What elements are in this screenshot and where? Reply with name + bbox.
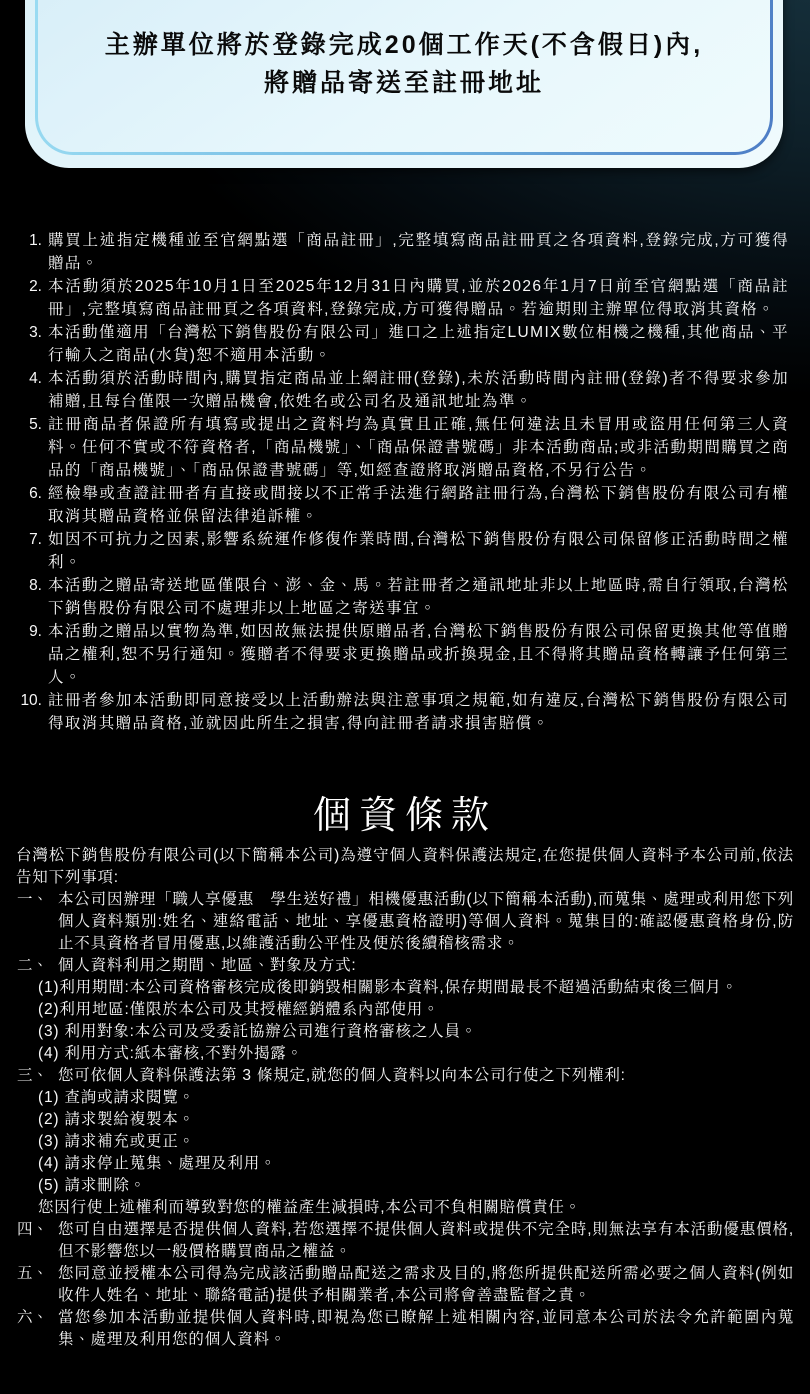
term-item xyxy=(0,229,789,275)
section-text: 您同意並授權本公司得為完成該活動贈品配送之需求及目的,將您所提供配送所需必要之個人資料(例如收件人姓名、地址、聯絡電話)提供予相關業者,本公司將會善盡監督之責。 xyxy=(58,1265,794,1304)
sub-item: (2) 請求製給複製本。 xyxy=(38,1111,195,1128)
section-text: 您可自由選擇是否提供個人資料,若您選擇不提供個人資料或提供不完全時,則無法享有本活動優惠價格,但不影響您以一般價格購買商品之權益。 xyxy=(58,1221,794,1260)
term-text: 本活動僅適用「台灣松下銷售股份有限公司」進口之上述指定LUMIX數位相機之機種,其他商品、平行輸入之商品(水貨)恕不適用本活動。 xyxy=(48,324,789,364)
term-number: 1. xyxy=(29,232,42,249)
term-item xyxy=(0,689,789,735)
term-text: 本活動之贈品寄送地區僅限台、澎、金、馬。若註冊者之通訊地址非以上地區時,需自行領取,台灣松下銷售股份有限公司不處理非以上地區之寄送事宜。 xyxy=(48,577,789,617)
section-label: 五、 xyxy=(17,1265,49,1282)
banner-line-1: 主辦單位將於登錄完成20個工作天(不含假日)內, xyxy=(104,31,704,59)
section-label: 二、 xyxy=(17,957,49,974)
section-text: 個人資料利用之期間、地區、對象及方式: xyxy=(58,957,357,974)
sub-item: (1) 查詢或請求閱覽。 xyxy=(38,1089,195,1106)
term-item xyxy=(0,528,789,574)
term-text: 購買上述指定機種並至官網點選「商品註冊」,完整填寫商品註冊頁之各項資料,登錄完成,方可獲得贈品。 xyxy=(48,232,789,272)
section-label: 一、 xyxy=(17,891,49,908)
term-number: 3. xyxy=(29,324,42,341)
term-number: 2. xyxy=(29,278,42,295)
privacy-section-5 xyxy=(16,1263,794,1307)
term-text: 註冊商品者保證所有填寫或提出之資料均為真實且正確,無任何違法且未冒用或盜用任何第三人資料。任何不實或不符資格者,「商品機號」、「商品保證書號碼」非本活動商品;或非活動期間購買之商品的「商品機號」、「商品保證書號碼」等,如經查證將取消贈品資格,不另行公告。 xyxy=(48,416,789,479)
shipping-notice-text xyxy=(38,26,770,102)
section-note: 您因行使上述權利而導致對您的權益產生減損時,本公司不負相關賠償責任。 xyxy=(38,1199,582,1216)
privacy-body xyxy=(16,845,794,1351)
term-number: 4. xyxy=(29,370,42,387)
term-text: 註冊者參加本活動即同意接受以上活動辦法與注意事項之規範,如有違反,台灣松下銷售股份有限公司得取消其贈品資格,並就因此所生之損害,得向註冊者請求損害賠償。 xyxy=(48,692,789,732)
section-label: 六、 xyxy=(17,1309,49,1326)
privacy-title: 個資條款 xyxy=(312,795,497,837)
privacy-section-2 xyxy=(16,955,794,1065)
section-text: 當您參加本活動並提供個人資料時,即視為您已瞭解上述相關內容,並同意本公司於法令允許範圍內蒐集、處理及利用您的個人資料。 xyxy=(58,1309,794,1348)
privacy-section-4 xyxy=(16,1219,794,1263)
term-text: 如因不可抗力之因素,影響系統運作修復作業時間,台灣松下銷售股份有限公司保留修正活動時間之權利。 xyxy=(48,531,789,571)
privacy-section-3 xyxy=(16,1065,794,1219)
term-item xyxy=(0,321,789,367)
term-text: 本活動須於活動時間內,購買指定商品並上網註冊(登錄),未於活動時間內註冊(登錄)者不得要求參加補贈,且每台僅限一次贈品機會,依姓名或公司名及通訊地址為準。 xyxy=(48,370,789,410)
term-number: 6. xyxy=(29,485,42,502)
privacy-section-1 xyxy=(16,889,794,955)
term-item xyxy=(0,367,789,413)
sub-item: (4) 利用方式:紙本審核,不對外揭露。 xyxy=(38,1045,303,1062)
section-text: 本公司因辦理「職人享優惠 學生送好禮」相機優惠活動(以下簡稱本活動),而蒐集、處理或利用您下列個人資料類別:姓名、連絡電話、地址、享優惠資格證明)等個人資料。蒐集目的:確認優惠資格身份,防止不具資格者冒用優惠,以維護活動公平性及便於後續稽核需求。 xyxy=(58,891,794,952)
section-label: 四、 xyxy=(17,1221,49,1238)
sub-item: (3) 利用對象:本公司及受委託協辦公司進行資格審核之人員。 xyxy=(38,1023,478,1040)
term-number: 5. xyxy=(29,416,42,433)
sub-item: (5) 請求刪除。 xyxy=(38,1177,146,1194)
privacy-intro: 台灣松下銷售股份有限公司(以下簡稱本公司)為遵守個人資料保護法規定,在您提供個人資料予本公司前,依法告知下列事項: xyxy=(16,847,794,886)
term-item xyxy=(0,275,789,321)
term-number: 10. xyxy=(20,692,42,709)
term-number: 9. xyxy=(29,623,42,640)
sub-item: (2)利用地區:僅限於本公司及其授權經銷體系內部使用。 xyxy=(38,1001,440,1018)
term-text: 經檢舉或查證註冊者有直接或間接以不正常手法進行網路註冊行為,台灣松下銷售股份有限公司有權取消其贈品資格並保留法律追訴權。 xyxy=(48,485,789,525)
section-label: 三、 xyxy=(17,1067,49,1084)
term-item xyxy=(0,574,789,620)
term-item xyxy=(0,413,789,482)
banner-line-2: 將贈品寄送至註冊地址 xyxy=(263,69,544,97)
section-text: 您可依個人資料保護法第 3 條規定,就您的個人資料以向本公司行使之下列權利: xyxy=(58,1067,626,1084)
term-item xyxy=(0,620,789,689)
sub-item: (1)利用期間:本公司資格審核完成後即銷毀相關影本資料,保存期間最長不超過活動結束後三個月。 xyxy=(38,979,738,996)
terms-list xyxy=(0,229,810,735)
term-number: 8. xyxy=(29,577,42,594)
term-item xyxy=(0,482,789,528)
privacy-section-6 xyxy=(16,1307,794,1351)
term-text: 本活動須於2025年10月1日至2025年12月31日內購買,並於2026年1月7日前至官網點選「商品註冊」,完整填寫商品註冊頁之各項資料,登錄完成,方可獲得贈品。若逾期則主辦單位得取消其資格。 xyxy=(48,278,789,318)
term-number: 7. xyxy=(29,531,42,548)
sub-item: (3) 請求補充或更正。 xyxy=(38,1133,195,1150)
term-text: 本活動之贈品以實物為準,如因故無法提供原贈品者,台灣松下銷售股份有限公司保留更換其他等值贈品之權利,恕不另行通知。獲贈者不得要求更換贈品或折換現金,且不得將其贈品資格轉讓予任何第三人。 xyxy=(48,623,789,686)
sub-item: (4) 請求停止蒐集、處理及利用。 xyxy=(38,1155,277,1172)
